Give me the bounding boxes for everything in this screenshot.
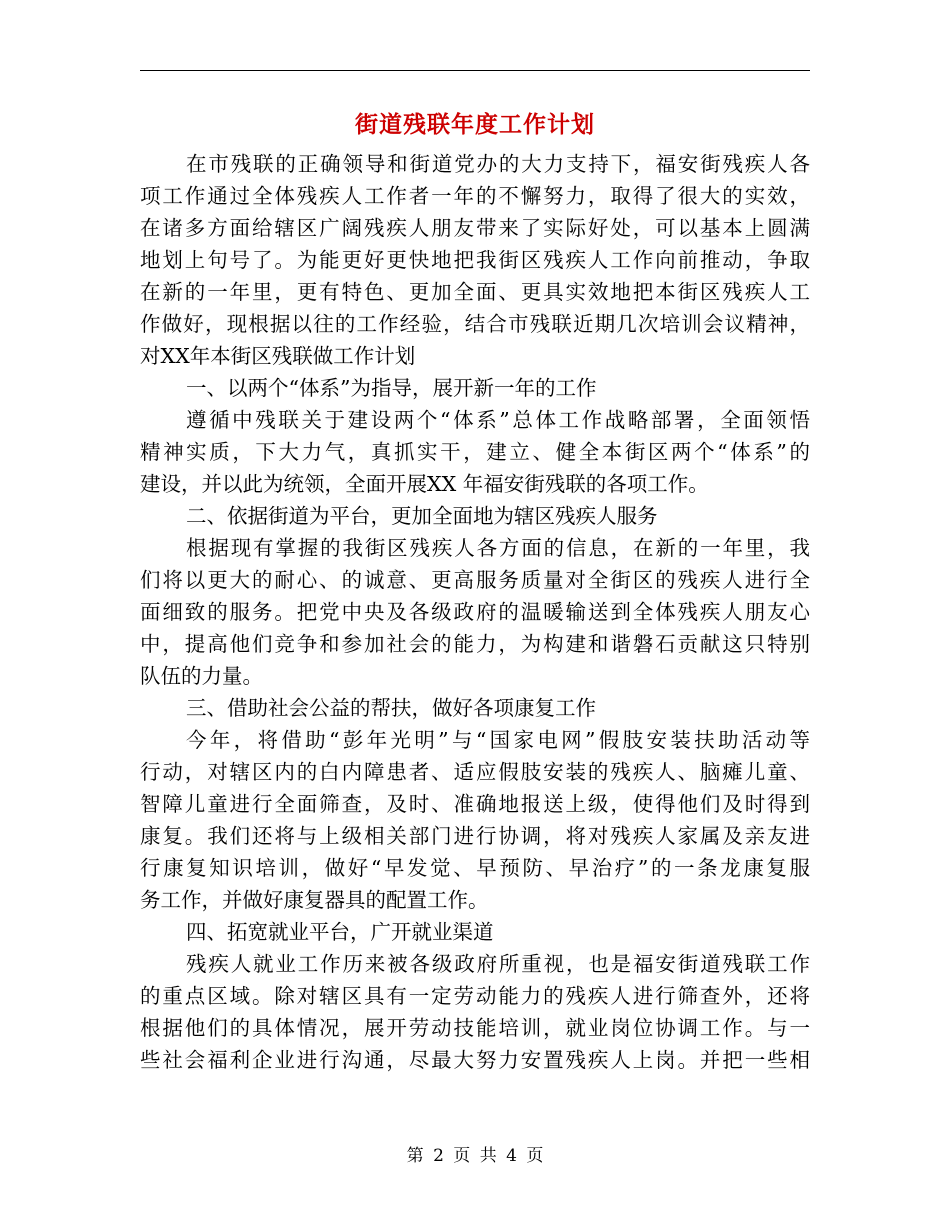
text-line: 今年，将借助“彭年光明”与“国家电网”假肢安装扶助活动等 bbox=[186, 728, 810, 752]
text-line: 面细致的服务。把党中央及各级政府的温暖输送到全体残疾人朋友心 bbox=[140, 600, 810, 624]
section-heading: 二、依据街道为平台，更加全面地为辖区残疾人服务 bbox=[186, 504, 658, 528]
text-line: 残疾人就业工作历来被各级政府所重视，也是福安街道残联工作 bbox=[186, 952, 810, 976]
page-number-footer: 第 2 页 共 4 页 bbox=[406, 1146, 544, 1166]
document-title: 街道残联年度工作计划 bbox=[355, 111, 595, 138]
text-line: 地划上句号了。为能更好更快地把我街区残疾人工作向前推动，争取 bbox=[140, 248, 810, 272]
header-rule bbox=[140, 70, 810, 71]
text-line: 的重点区域。除对辖区具有一定劳动能力的残疾人进行筛查外，还将 bbox=[140, 984, 810, 1008]
text-line: 些社会福利企业进行沟通，尽最大努力安置残疾人上岗。并把一些相 bbox=[140, 1048, 810, 1072]
document-body bbox=[140, 148, 810, 1076]
text-line: 项工作通过全体残疾人工作者一年的不懈努力，取得了很大的实效， bbox=[140, 184, 810, 208]
text-line: 作做好，现根据以往的工作经验，结合市残联近期几次培训会议精神， bbox=[140, 312, 810, 336]
section-heading: 三、借助社会公益的帮扶，做好各项康复工作 bbox=[186, 696, 596, 720]
text-line: 队伍的力量。 bbox=[140, 664, 263, 688]
text-line: 在市残联的正确领导和街道党办的大力支持下，福安街残疾人各 bbox=[186, 152, 810, 176]
text-line: 根据现有掌握的我街区残疾人各方面的信息，在新的一年里，我 bbox=[186, 536, 810, 560]
text-line: 行动，对辖区内的白内障患者、适应假肢安装的残疾人、脑瘫儿童、 bbox=[140, 760, 810, 784]
text-line: 务工作，并做好康复器具的配置工作。 bbox=[140, 888, 489, 912]
section-heading: 四、拓宽就业平台，广开就业渠道 bbox=[186, 920, 494, 944]
text-line: 行康复知识培训，做好“早发觉、早预防、早治疗”的一条龙康复服 bbox=[140, 856, 810, 880]
text-line: 建设，并以此为统领，全面开展XX 年福安街残联的各项工作。 bbox=[140, 472, 709, 496]
text-line: 在新的一年里，更有特色、更加全面、更具实效地把本街区残疾人工 bbox=[140, 280, 810, 304]
text-line: 根据他们的具体情况，展开劳动技能培训，就业岗位协调工作。与一 bbox=[140, 1016, 810, 1040]
text-line: 对XX年本街区残联做工作计划 bbox=[140, 344, 416, 368]
section-heading: 一、以两个“体系”为指导，展开新一年的工作 bbox=[186, 376, 597, 400]
text-line: 遵循中残联关于建设两个“体系”总体工作战略部署，全面领悟 bbox=[186, 408, 810, 432]
text-line: 精神实质，下大力气，真抓实干，建立、健全本街区两个“体系”的 bbox=[140, 440, 810, 464]
text-line: 康复。我们还将与上级相关部门进行协调，将对残疾人家属及亲友进 bbox=[140, 824, 810, 848]
text-line: 智障儿童进行全面筛查，及时、准确地报送上级，使得他们及时得到 bbox=[140, 792, 810, 816]
text-line: 在诸多方面给辖区广阔残疾人朋友带来了实际好处，可以基本上圆满 bbox=[140, 216, 810, 240]
text-line: 们将以更大的耐心、的诚意、更高服务质量对全街区的残疾人进行全 bbox=[140, 568, 810, 592]
text-line: 中，提高他们竞争和参加社会的能力，为构建和谐磐石贡献这只特别 bbox=[140, 632, 810, 656]
